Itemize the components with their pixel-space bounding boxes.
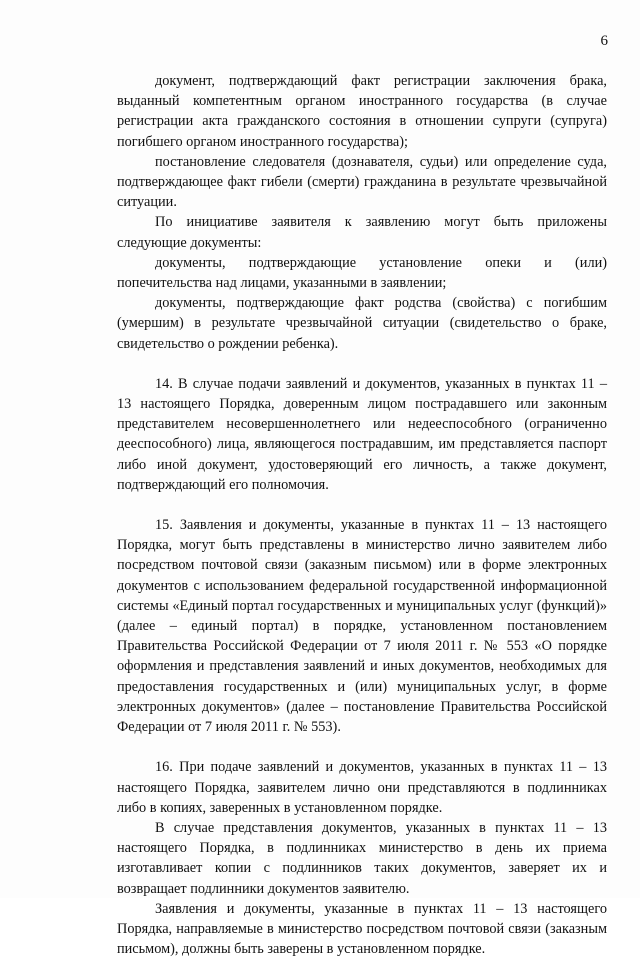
paragraph-guardianship-documents: документы, подтверждающие установление опеки и (или) попечительства над лицами, указанными в заявлении; — [117, 254, 607, 292]
paragraph-section-14: 14. В случае подачи заявлений и документов, указанных в пунктах 11 – 13 настоящего Порядка, доверенным лицом пострадавшего или законным представителем несовершеннолетнего или недееспособного (ограниченно дееспособного) лица, являющегося пострадавшим, им представляется паспорт либо иной документ, удостоверяющий его личность, а также документ, подтверждающий его полномочия. — [117, 375, 607, 493]
paragraph-postal-certification: Заявления и документы, указанные в пунктах 11 – 13 настоящего Порядка, направляемые в министерство посредством почтовой связи (заказным письмом), должны быть заверены в установленном порядке. — [117, 900, 607, 958]
paragraph-investigator-resolution: постановление следователя (дознавателя, судьи) или определение суда, подтверждающее факт гибели (смерти) гражданина в результате чрезвычайной ситуации. — [117, 153, 607, 211]
document-body — [117, 71, 607, 959]
paragraph-originals-copies: В случае представления документов, указанных в пунктах 11 – 13 настоящего Порядка, в подлинниках министерство в день их приема изготавливает копии с подлинников таких документов, заверяет их и возвращает подлинники документов заявителю. — [117, 819, 607, 897]
paragraph-marriage-document: документ, подтверждающий факт регистрации заключения брака, выданный компетентным органом иностранного государства (в случае регистрации акта гражданского состояния в отношении супруги (супруга) погибшего органом иностранного государства); — [117, 73, 607, 150]
paragraph-section-16: 16. При подаче заявлений и документов, указанных в пунктах 11 – 13 настоящего Порядка, заявителем лично они представляются в подлинниках либо в копиях, заверенных в установленном порядке. — [117, 759, 607, 816]
page-number: 6 — [600, 33, 608, 49]
paragraph-optional-documents: По инициативе заявителя к заявлению могут быть приложены следующие документы: — [117, 214, 607, 251]
paragraph-section-15: 15. Заявления и документы, указанные в пунктах 11 – 13 настоящего Порядка, могут быть представлены в министерство лично заявителем либо посредством почтовой связи (заказным письмом) или в форме электронных документов с использованием федеральной государственной информационной системы «Единый портал государственных и муниципальных услуг (функций)» (далее – единый портал) в порядке, установленном постановлением Правительства Российской Федерации от 7 июля 2011 г. № 553 «О порядке оформления и представления заявлений и иных документов, необходимых для предоставления государственных и (или) муниципальных услуг, в форме электронных документов» (далее – постановление Правительства Российской Федерации от 7 июля 2011 г. № 553). — [117, 517, 607, 736]
paragraph-kinship-documents: документы, подтверждающие факт родства (свойства) с погибшим (умершим) в результате чрезвычайной ситуации (свидетельство о браке, свидетельство о рождении ребенка). — [117, 295, 607, 352]
